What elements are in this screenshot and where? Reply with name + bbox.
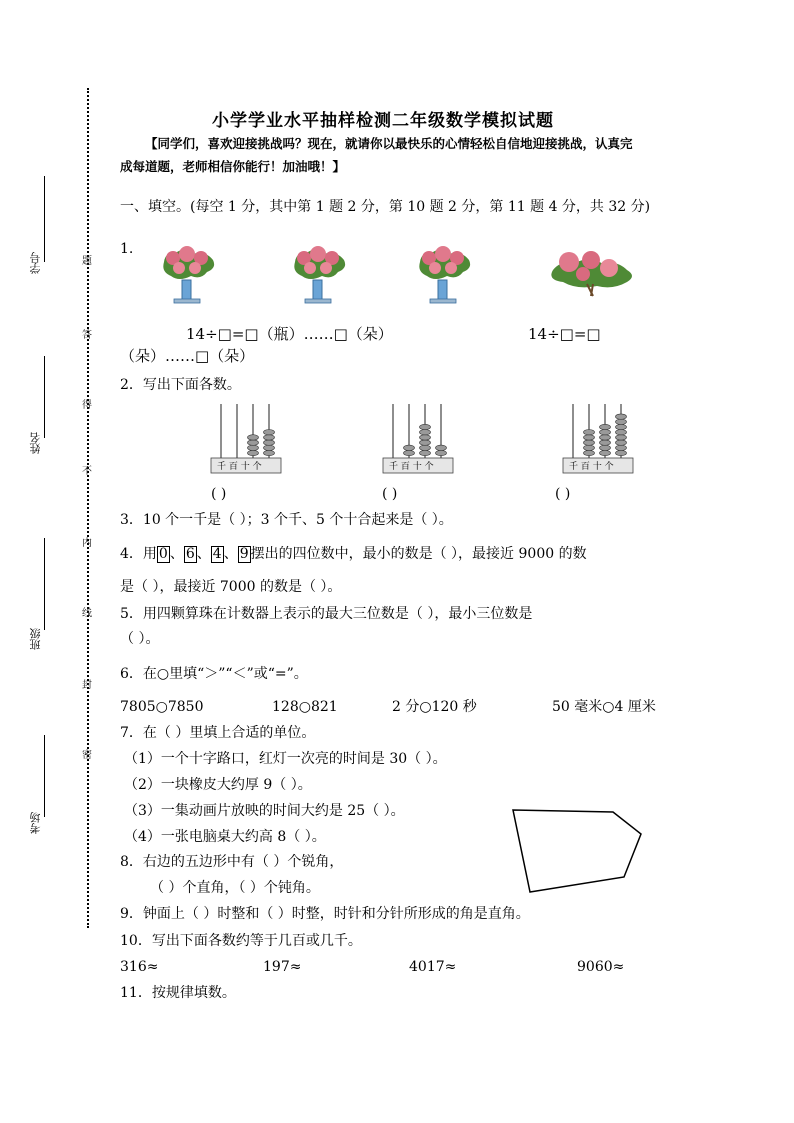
digit-card: 9 <box>239 546 249 562</box>
q1-formula-2-continued: （朵）……□（朵） <box>120 347 255 365</box>
separator: 、 <box>196 546 211 562</box>
q10-item: 4017≈ <box>409 959 457 975</box>
abacus-bead <box>584 440 595 445</box>
name-label: 姓名 <box>29 432 42 454</box>
abacus-bead <box>616 424 627 429</box>
binding-dotted-line <box>87 88 89 928</box>
abacus-bead <box>436 445 447 450</box>
margin-char: 线 <box>82 608 92 619</box>
abacus-bead <box>420 435 431 440</box>
abacus <box>563 404 633 473</box>
abacus <box>211 404 281 473</box>
separator: 、 <box>223 546 238 562</box>
q2-text: 2．写出下面各数。 <box>120 377 241 393</box>
class-label: 班级 <box>29 628 42 650</box>
abacus-bead <box>616 419 627 424</box>
q1-formula-2: 14÷□=□ <box>528 325 601 343</box>
flower-vases-illustration <box>155 244 645 306</box>
abacus-bead <box>264 445 275 450</box>
abacus-bead <box>584 435 595 440</box>
q6-item: 128○821 <box>272 699 338 715</box>
abacus <box>383 404 453 473</box>
abacus-bead <box>248 440 259 445</box>
abacus-bead <box>404 445 415 450</box>
abacus-bead <box>600 445 611 450</box>
exam-room-label: 考场 <box>29 812 42 834</box>
q7-item: （3）一集动画片放映的时间大约是 25（ ）。 <box>124 803 405 819</box>
q4-line-2: 是（ ），最接近 7000 的数是（ ）。 <box>120 579 342 595</box>
abacus-bead <box>420 440 431 445</box>
class-blank[interactable] <box>44 538 45 630</box>
intro-line-2: 成每道题，老师相信你能行！加油哦！】 <box>120 159 346 174</box>
abacus-bead <box>248 445 259 450</box>
intro-line-1: 【同学们，喜欢迎接挑战吗？现在，就请你以最快乐的心情轻松自信地迎接挑战，认真完 <box>145 136 633 151</box>
q2-answer-blank-3[interactable]: ( ) <box>555 486 571 502</box>
q6-item: 2 分○120 秒 <box>392 699 477 715</box>
abacus-bead <box>616 435 627 440</box>
abacus-place-label: 千 百 十 个 <box>569 462 614 472</box>
abacus-bead <box>420 445 431 450</box>
abacus-bead <box>420 450 431 455</box>
abacus-bead <box>248 435 259 440</box>
q6-item: 7805○7850 <box>120 699 204 715</box>
digit-card: 0 <box>158 546 168 562</box>
flower-bunch-icon <box>551 251 632 296</box>
abacus-bead <box>600 450 611 455</box>
margin-char: 题 <box>82 256 92 267</box>
q7-item: （2）一块橡皮大约厚 9（ ）。 <box>124 777 312 793</box>
section-heading: 一、填空。(每空 1 分，其中第 1 题 2 分，第 10 题 2 分，第 11 题 4 分，共 32 分) <box>120 199 651 215</box>
abacus-bead <box>616 414 627 419</box>
margin-char: 得 <box>82 400 92 411</box>
abacus-bead <box>616 445 627 450</box>
name-blank[interactable] <box>44 356 45 438</box>
q8-line-2: （ ）个直角，（ ）个钝角。 <box>150 880 320 896</box>
q10-item: 316≈ <box>120 959 159 975</box>
q2-answer-blank-1[interactable]: ( ) <box>211 486 227 502</box>
abacus-bead <box>600 424 611 429</box>
margin-char: 密 <box>82 750 92 761</box>
abacus-bead <box>584 430 595 435</box>
abacus-place-label: 千 百 十 个 <box>389 462 434 472</box>
student-id-blank[interactable] <box>44 176 45 262</box>
q7-text: 7．在（ ）里填上合适的单位。 <box>120 725 316 741</box>
margin-char: 封 <box>82 680 92 691</box>
pentagon-figure <box>508 805 648 900</box>
q4-line-1 <box>120 545 587 563</box>
vase-icon <box>419 246 470 303</box>
exam-room-blank[interactable] <box>44 735 45 817</box>
abacus-bead <box>584 445 595 450</box>
abacus-bead <box>584 450 595 455</box>
abacus-bead <box>616 450 627 455</box>
abacus-bead <box>264 430 275 435</box>
q1-number: 1. <box>120 241 134 257</box>
q10-text: 10．写出下面各数约等于几百或几千。 <box>120 933 362 949</box>
abacus-bead <box>248 450 259 455</box>
abacus-bead <box>264 435 275 440</box>
q4-suffix: 摆出的四位数中，最小的数是（ ），最接近 9000 的数 <box>250 546 587 562</box>
margin-char: 不 <box>82 466 92 477</box>
q9-text: 9．钟面上（ ）时整和（ ）时整，时针和分针所形成的角是直角。 <box>120 906 530 922</box>
abacus-bead <box>616 440 627 445</box>
abacus-figures <box>205 400 665 480</box>
q8-line-1: 8．右边的五边形中有（ ）个锐角， <box>120 854 344 870</box>
abacus-bead <box>264 440 275 445</box>
q10-item: 197≈ <box>263 959 302 975</box>
abacus-place-label: 千 百 十 个 <box>217 462 262 472</box>
separator: 、 <box>169 546 184 562</box>
abacus-bead <box>404 450 415 455</box>
page-title: 小学学业水平抽样检测二年级数学模拟试题 <box>212 111 554 131</box>
q2-answer-blank-2[interactable]: ( ) <box>382 486 398 502</box>
margin-char: 内 <box>82 538 92 549</box>
q6-item: 50 毫米○4 厘米 <box>552 699 656 715</box>
abacus-bead <box>600 435 611 440</box>
q1-formula-1: 14÷□=□（瓶）……□（朵） <box>186 325 393 343</box>
q7-item: （4）一张电脑桌大约高 8（ ）。 <box>124 829 326 845</box>
q7-item: （1）一个十字路口，红灯一次亮的时间是 30（ ）。 <box>124 751 447 767</box>
vase-icon <box>163 246 214 303</box>
q10-item: 9060≈ <box>577 959 625 975</box>
abacus-bead <box>600 430 611 435</box>
margin-char: 答 <box>82 330 92 341</box>
abacus-bead <box>264 450 275 455</box>
vase-icon <box>294 246 345 303</box>
q3-text: 3．10 个一千是（ ）；3 个千、5 个十合起来是（ ）。 <box>120 512 453 528</box>
student-id-label: 学号 <box>29 252 42 274</box>
abacus-bead <box>436 450 447 455</box>
digit-card: 4 <box>212 546 222 562</box>
abacus-bead <box>420 424 431 429</box>
q5-line-2: （ ）。 <box>120 631 160 647</box>
q4-prefix: 4．用 <box>120 546 157 562</box>
abacus-bead <box>616 430 627 435</box>
abacus-bead <box>420 430 431 435</box>
q11-text: 11．按规律填数。 <box>120 985 236 1001</box>
digit-card: 6 <box>185 546 195 562</box>
abacus-bead <box>600 440 611 445</box>
q5-line-1: 5．用四颗算珠在计数器上表示的最大三位数是（ ），最小三位数是 <box>120 606 533 622</box>
q6-text: 6．在○里填“＞”“＜”或“=”。 <box>120 666 308 682</box>
